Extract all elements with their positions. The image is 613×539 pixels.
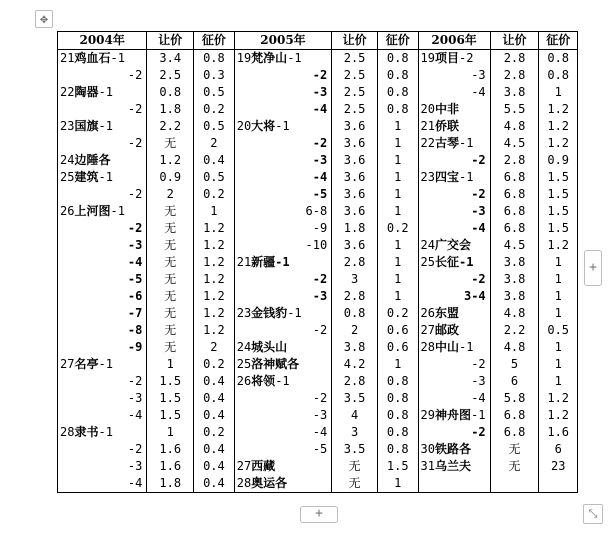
stamp-name-cell: -2 bbox=[234, 322, 332, 339]
zheng-price-cell: 1.2 bbox=[194, 305, 235, 322]
rang-price-cell: 1.8 bbox=[147, 475, 194, 493]
rang-price-cell: 6.8 bbox=[490, 424, 539, 441]
stamp-name-cell: 25长征-1 bbox=[418, 254, 490, 271]
zheng-price-cell: 1.5 bbox=[539, 203, 578, 220]
zheng-price-cell: 1.5 bbox=[539, 220, 578, 237]
zheng-price-cell: 0.3 bbox=[194, 67, 235, 84]
table-row bbox=[58, 356, 578, 373]
stamp-name-cell: -5 bbox=[234, 441, 332, 458]
stamp-name-cell: -4 bbox=[234, 424, 332, 441]
zheng-price-cell: 2 bbox=[194, 339, 235, 356]
zheng-price-cell: 1.2 bbox=[539, 135, 578, 152]
stamp-name-cell: -2 bbox=[58, 373, 147, 390]
zheng-price-cell: 0.5 bbox=[194, 169, 235, 186]
rang-price-cell: 无 bbox=[147, 237, 194, 254]
zheng-price-cell: 1 bbox=[539, 288, 578, 305]
table-row bbox=[58, 458, 578, 475]
zheng-price-cell: 0.8 bbox=[377, 390, 418, 407]
rang-price-cell: 2.8 bbox=[490, 50, 539, 68]
stamp-name-cell: 22陶器-1 bbox=[58, 84, 147, 101]
stamp-name-cell: -3 bbox=[234, 84, 332, 101]
rang-price-cell: 4.5 bbox=[490, 237, 539, 254]
zheng-price-cell: 1 bbox=[539, 84, 578, 101]
stamp-name-cell: 31乌兰夫 bbox=[418, 458, 490, 475]
rang-price-cell: 2.5 bbox=[147, 67, 194, 84]
stamp-name-cell: 28隶书-1 bbox=[58, 424, 147, 441]
zheng-price-cell: 0.4 bbox=[194, 390, 235, 407]
rang-price-cell: 4.8 bbox=[490, 118, 539, 135]
header-year-2004: 2004年 bbox=[58, 32, 147, 50]
add-column-button[interactable]: + bbox=[584, 250, 602, 286]
table-row bbox=[58, 152, 578, 169]
stamp-name-cell: -8 bbox=[58, 322, 147, 339]
zheng-price-cell: 1 bbox=[194, 203, 235, 220]
stamp-name-cell: 21侨联 bbox=[418, 118, 490, 135]
zheng-price-cell: 2 bbox=[194, 135, 235, 152]
table-row bbox=[58, 186, 578, 203]
zheng-price-cell bbox=[539, 475, 578, 493]
stamp-name-cell: 23四宝-1 bbox=[418, 169, 490, 186]
stamp-name-cell: 27西藏 bbox=[234, 458, 332, 475]
zheng-price-cell: 0.2 bbox=[377, 305, 418, 322]
table-row bbox=[58, 203, 578, 220]
table-row bbox=[58, 50, 578, 68]
stamp-name-cell: -4 bbox=[418, 390, 490, 407]
table-resize-handle-icon[interactable]: ⤡ bbox=[583, 504, 603, 524]
stamp-name-cell: -9 bbox=[234, 220, 332, 237]
stamp-name-cell: -3 bbox=[58, 237, 147, 254]
stamp-name-cell: 23国旗-1 bbox=[58, 118, 147, 135]
zheng-price-cell: 0.2 bbox=[194, 424, 235, 441]
stamp-name-cell: -3 bbox=[418, 67, 490, 84]
rang-price-cell: 无 bbox=[332, 458, 378, 475]
stamp-name-cell: 20大将-1 bbox=[234, 118, 332, 135]
zheng-price-cell: 0.8 bbox=[539, 50, 578, 68]
zheng-price-cell: 1.2 bbox=[194, 254, 235, 271]
rang-price-cell: 3.6 bbox=[332, 237, 378, 254]
rang-price-cell: 4.2 bbox=[332, 356, 378, 373]
stamp-name-cell: -5 bbox=[234, 186, 332, 203]
rang-price-cell: 无 bbox=[332, 475, 378, 493]
rang-price-cell: 2 bbox=[332, 322, 378, 339]
rang-price-cell: 0.9 bbox=[147, 169, 194, 186]
rang-price-cell: 4.8 bbox=[490, 305, 539, 322]
zheng-price-cell: 1 bbox=[377, 271, 418, 288]
rang-price-cell: 1.6 bbox=[147, 441, 194, 458]
stamp-name-cell: -2 bbox=[234, 390, 332, 407]
zheng-price-cell: 0.6 bbox=[377, 322, 418, 339]
table-row bbox=[58, 424, 578, 441]
table-row bbox=[58, 322, 578, 339]
zheng-price-cell: 1 bbox=[377, 135, 418, 152]
zheng-price-cell: 0.8 bbox=[377, 84, 418, 101]
header-rang-price: 让价 bbox=[147, 32, 194, 50]
stamp-name-cell: -3 bbox=[234, 407, 332, 424]
rang-price-cell: 3.6 bbox=[332, 169, 378, 186]
stamp-name-cell: -3 bbox=[418, 373, 490, 390]
rang-price-cell: 3 bbox=[332, 271, 378, 288]
zheng-price-cell: 1 bbox=[377, 169, 418, 186]
stamp-name-cell: 20中非 bbox=[418, 101, 490, 118]
header-year-2005: 2005年 bbox=[234, 32, 332, 50]
header-zheng-price: 征价 bbox=[194, 32, 235, 50]
table-row bbox=[58, 254, 578, 271]
header-rang-price: 让价 bbox=[490, 32, 539, 50]
zheng-price-cell: 0.5 bbox=[539, 322, 578, 339]
rang-price-cell: 1 bbox=[147, 424, 194, 441]
stamp-name-cell: 29神舟图-1 bbox=[418, 407, 490, 424]
stamp-name-cell: -4 bbox=[58, 475, 147, 493]
stamp-price-table bbox=[57, 31, 578, 493]
rang-price-cell: 1.6 bbox=[147, 458, 194, 475]
stamp-name-cell: -5 bbox=[58, 271, 147, 288]
rang-price-cell: 无 bbox=[147, 254, 194, 271]
zheng-price-cell: 1 bbox=[377, 152, 418, 169]
rang-price-cell: 1 bbox=[147, 356, 194, 373]
rang-price-cell bbox=[490, 475, 539, 493]
zheng-price-cell: 0.8 bbox=[194, 50, 235, 68]
rang-price-cell: 1.8 bbox=[147, 101, 194, 118]
rang-price-cell: 无 bbox=[147, 288, 194, 305]
zheng-price-cell: 1 bbox=[377, 288, 418, 305]
table-row bbox=[58, 305, 578, 322]
zheng-price-cell: 1 bbox=[377, 356, 418, 373]
zheng-price-cell: 0.8 bbox=[377, 424, 418, 441]
stamp-name-cell: -2 bbox=[58, 67, 147, 84]
stamp-name-cell: -4 bbox=[234, 101, 332, 118]
zheng-price-cell: 0.8 bbox=[377, 407, 418, 424]
zheng-price-cell: 1 bbox=[539, 305, 578, 322]
zheng-price-cell: 1 bbox=[539, 339, 578, 356]
zheng-price-cell: 1 bbox=[539, 271, 578, 288]
stamp-name-cell: -2 bbox=[234, 271, 332, 288]
zheng-price-cell: 1.2 bbox=[539, 390, 578, 407]
stamp-name-cell: -2 bbox=[58, 101, 147, 118]
stamp-name-cell: -2 bbox=[418, 271, 490, 288]
zheng-price-cell: 6 bbox=[539, 441, 578, 458]
zheng-price-cell: 0.8 bbox=[377, 67, 418, 84]
rang-price-cell: 3.8 bbox=[490, 288, 539, 305]
stamp-name-cell: 19梵净山-1 bbox=[234, 50, 332, 68]
zheng-price-cell: 0.4 bbox=[194, 441, 235, 458]
stamp-name-cell: 26将领-1 bbox=[234, 373, 332, 390]
rang-price-cell: 3.6 bbox=[332, 152, 378, 169]
rang-price-cell: 3.5 bbox=[332, 390, 378, 407]
stamp-name-cell: 28中山-1 bbox=[418, 339, 490, 356]
rang-price-cell: 3.8 bbox=[490, 254, 539, 271]
rang-price-cell: 4.8 bbox=[490, 339, 539, 356]
rang-price-cell: 2.8 bbox=[332, 288, 378, 305]
stamp-name-cell: 26上河图-1 bbox=[58, 203, 147, 220]
stamp-name-cell: -2 bbox=[234, 67, 332, 84]
table-row bbox=[58, 101, 578, 118]
rang-price-cell: 无 bbox=[147, 135, 194, 152]
zheng-price-cell: 0.8 bbox=[377, 373, 418, 390]
table-row bbox=[58, 67, 578, 84]
stamp-name-cell: -3 bbox=[418, 203, 490, 220]
stamp-name-cell: -4 bbox=[418, 84, 490, 101]
zheng-price-cell: 0.2 bbox=[194, 356, 235, 373]
zheng-price-cell: 0.2 bbox=[194, 186, 235, 203]
stamp-name-cell: 23金钱豹-1 bbox=[234, 305, 332, 322]
stamp-name-cell: -3 bbox=[234, 288, 332, 305]
rang-price-cell: 1.5 bbox=[147, 407, 194, 424]
rang-price-cell: 3.8 bbox=[332, 339, 378, 356]
stamp-name-cell: 30铁路各 bbox=[418, 441, 490, 458]
zheng-price-cell: 1.2 bbox=[194, 220, 235, 237]
rang-price-cell: 6.8 bbox=[490, 169, 539, 186]
zheng-price-cell: 1.2 bbox=[539, 407, 578, 424]
stamp-name-cell: 6-8 bbox=[234, 203, 332, 220]
stamp-name-cell: 27邮政 bbox=[418, 322, 490, 339]
rang-price-cell: 6 bbox=[490, 373, 539, 390]
stamp-name-cell: -2 bbox=[234, 135, 332, 152]
table-row bbox=[58, 339, 578, 356]
rang-price-cell: 1.8 bbox=[332, 220, 378, 237]
zheng-price-cell: 1.2 bbox=[194, 271, 235, 288]
stamp-name-cell: 24广交会 bbox=[418, 237, 490, 254]
stamp-name-cell: 21鸡血石-1 bbox=[58, 50, 147, 68]
stamp-name-cell: -4 bbox=[418, 220, 490, 237]
stamp-name-cell: 22古琴-1 bbox=[418, 135, 490, 152]
table-row bbox=[58, 237, 578, 254]
rang-price-cell: 2.8 bbox=[490, 67, 539, 84]
table-row bbox=[58, 169, 578, 186]
rang-price-cell: 3.6 bbox=[332, 186, 378, 203]
zheng-price-cell: 1.5 bbox=[539, 169, 578, 186]
rang-price-cell: 2.5 bbox=[332, 67, 378, 84]
stamp-name-cell: -2 bbox=[58, 220, 147, 237]
rang-price-cell: 3.6 bbox=[332, 203, 378, 220]
zheng-price-cell: 1 bbox=[377, 203, 418, 220]
zheng-price-cell: 0.4 bbox=[194, 152, 235, 169]
zheng-price-cell: 0.8 bbox=[539, 67, 578, 84]
rang-price-cell: 3.6 bbox=[332, 135, 378, 152]
stamp-name-cell: -7 bbox=[58, 305, 147, 322]
table-move-handle-icon[interactable]: ✥ bbox=[35, 10, 53, 28]
stamp-name-cell: -2 bbox=[418, 186, 490, 203]
rang-price-cell: 2.8 bbox=[332, 373, 378, 390]
rang-price-cell: 无 bbox=[147, 322, 194, 339]
stamp-name-cell: 3-4 bbox=[418, 288, 490, 305]
zheng-price-cell: 0.4 bbox=[194, 407, 235, 424]
stamp-name-cell bbox=[418, 475, 490, 493]
zheng-price-cell: 1 bbox=[377, 237, 418, 254]
stamp-name-cell: -2 bbox=[58, 135, 147, 152]
zheng-price-cell: 1 bbox=[377, 186, 418, 203]
zheng-price-cell: 1 bbox=[539, 356, 578, 373]
zheng-price-cell: 0.4 bbox=[194, 373, 235, 390]
rang-price-cell: 6.8 bbox=[490, 407, 539, 424]
zheng-price-cell: 1 bbox=[539, 373, 578, 390]
rang-price-cell: 2.8 bbox=[490, 152, 539, 169]
zheng-price-cell: 1.2 bbox=[539, 118, 578, 135]
stamp-name-cell: 25建筑-1 bbox=[58, 169, 147, 186]
rang-price-cell: 无 bbox=[147, 271, 194, 288]
rang-price-cell: 无 bbox=[490, 458, 539, 475]
rang-price-cell: 无 bbox=[147, 305, 194, 322]
zheng-price-cell: 0.5 bbox=[194, 118, 235, 135]
zheng-price-cell: 0.2 bbox=[377, 220, 418, 237]
stamp-name-cell: -2 bbox=[58, 186, 147, 203]
zheng-price-cell: 1.6 bbox=[539, 424, 578, 441]
table-row bbox=[58, 288, 578, 305]
table-row bbox=[58, 118, 578, 135]
stamp-name-cell: 28奥运各 bbox=[234, 475, 332, 493]
table-body bbox=[58, 32, 578, 493]
zheng-price-cell: 0.8 bbox=[377, 441, 418, 458]
stamp-name-cell: -4 bbox=[58, 407, 147, 424]
rang-price-cell: 1.2 bbox=[147, 152, 194, 169]
rang-price-cell: 2.2 bbox=[147, 118, 194, 135]
zheng-price-cell: 1.2 bbox=[539, 101, 578, 118]
rang-price-cell: 无 bbox=[147, 339, 194, 356]
zheng-price-cell: 0.6 bbox=[377, 339, 418, 356]
table-row bbox=[58, 441, 578, 458]
zheng-price-cell: 1.2 bbox=[194, 288, 235, 305]
stamp-name-cell: 24城头山 bbox=[234, 339, 332, 356]
zheng-price-cell: 0.8 bbox=[377, 50, 418, 68]
table-row bbox=[58, 390, 578, 407]
stamp-name-cell: 24边陲各 bbox=[58, 152, 147, 169]
rang-price-cell: 3.6 bbox=[332, 118, 378, 135]
stamp-name-cell: -3 bbox=[58, 390, 147, 407]
stamp-name-cell: 26东盟 bbox=[418, 305, 490, 322]
zheng-price-cell: 1 bbox=[377, 475, 418, 493]
table-row bbox=[58, 271, 578, 288]
rang-price-cell: 2.5 bbox=[332, 84, 378, 101]
stamp-name-cell: -2 bbox=[418, 152, 490, 169]
stamp-name-cell: 21新疆-1 bbox=[234, 254, 332, 271]
rang-price-cell: 2.5 bbox=[332, 50, 378, 68]
stamp-name-cell: -2 bbox=[418, 356, 490, 373]
stamp-name-cell: -10 bbox=[234, 237, 332, 254]
header-zheng-price: 征价 bbox=[377, 32, 418, 50]
zheng-price-cell: 23 bbox=[539, 458, 578, 475]
stamp-name-cell: -4 bbox=[234, 169, 332, 186]
zheng-price-cell: 0.4 bbox=[194, 458, 235, 475]
zheng-price-cell: 1 bbox=[377, 254, 418, 271]
rang-price-cell: 2.2 bbox=[490, 322, 539, 339]
rang-price-cell: 2 bbox=[147, 186, 194, 203]
add-row-button[interactable]: + bbox=[300, 506, 338, 523]
zheng-price-cell: 1.2 bbox=[194, 237, 235, 254]
stamp-name-cell: -9 bbox=[58, 339, 147, 356]
zheng-price-cell: 1.2 bbox=[539, 237, 578, 254]
header-rang-price: 让价 bbox=[332, 32, 378, 50]
zheng-price-cell: 1 bbox=[377, 118, 418, 135]
table-row bbox=[58, 135, 578, 152]
zheng-price-cell: 0.8 bbox=[377, 101, 418, 118]
rang-price-cell: 6.8 bbox=[490, 203, 539, 220]
header-row bbox=[58, 32, 578, 50]
zheng-price-cell: 0.4 bbox=[194, 475, 235, 493]
rang-price-cell: 无 bbox=[490, 441, 539, 458]
rang-price-cell: 3.5 bbox=[332, 441, 378, 458]
zheng-price-cell: 1 bbox=[539, 254, 578, 271]
stamp-name-cell: 25洛神赋各 bbox=[234, 356, 332, 373]
stamp-name-cell: 19项目-2 bbox=[418, 50, 490, 68]
rang-price-cell: 3.8 bbox=[490, 271, 539, 288]
zheng-price-cell: 1.2 bbox=[194, 322, 235, 339]
rang-price-cell: 5 bbox=[490, 356, 539, 373]
zheng-price-cell: 0.2 bbox=[194, 101, 235, 118]
rang-price-cell: 1.5 bbox=[147, 390, 194, 407]
stamp-name-cell: -2 bbox=[58, 441, 147, 458]
zheng-price-cell: 1.5 bbox=[539, 186, 578, 203]
stamp-name-cell: -3 bbox=[234, 152, 332, 169]
rang-price-cell: 4 bbox=[332, 407, 378, 424]
table-row bbox=[58, 407, 578, 424]
stamp-name-cell: -2 bbox=[418, 424, 490, 441]
rang-price-cell: 4.5 bbox=[490, 135, 539, 152]
stamp-name-cell: 27名亭-1 bbox=[58, 356, 147, 373]
rang-price-cell: 无 bbox=[147, 203, 194, 220]
table-row bbox=[58, 220, 578, 237]
rang-price-cell: 5.5 bbox=[490, 101, 539, 118]
rang-price-cell: 无 bbox=[147, 220, 194, 237]
header-zheng-price: 征价 bbox=[539, 32, 578, 50]
table-row bbox=[58, 475, 578, 493]
rang-price-cell: 3 bbox=[332, 424, 378, 441]
rang-price-cell: 0.8 bbox=[147, 84, 194, 101]
zheng-price-cell: 1.5 bbox=[377, 458, 418, 475]
rang-price-cell: 2.8 bbox=[332, 254, 378, 271]
rang-price-cell: 3.4 bbox=[147, 50, 194, 68]
rang-price-cell: 6.8 bbox=[490, 220, 539, 237]
table-row bbox=[58, 84, 578, 101]
rang-price-cell: 1.5 bbox=[147, 373, 194, 390]
stamp-name-cell: -3 bbox=[58, 458, 147, 475]
table-row bbox=[58, 373, 578, 390]
rang-price-cell: 6.8 bbox=[490, 186, 539, 203]
rang-price-cell: 0.8 bbox=[332, 305, 378, 322]
rang-price-cell: 5.8 bbox=[490, 390, 539, 407]
stamp-name-cell: -6 bbox=[58, 288, 147, 305]
rang-price-cell: 2.5 bbox=[332, 101, 378, 118]
zheng-price-cell: 0.5 bbox=[194, 84, 235, 101]
stamp-name-cell: -4 bbox=[58, 254, 147, 271]
zheng-price-cell: 0.9 bbox=[539, 152, 578, 169]
rang-price-cell: 3.8 bbox=[490, 84, 539, 101]
header-year-2006: 2006年 bbox=[418, 32, 490, 50]
